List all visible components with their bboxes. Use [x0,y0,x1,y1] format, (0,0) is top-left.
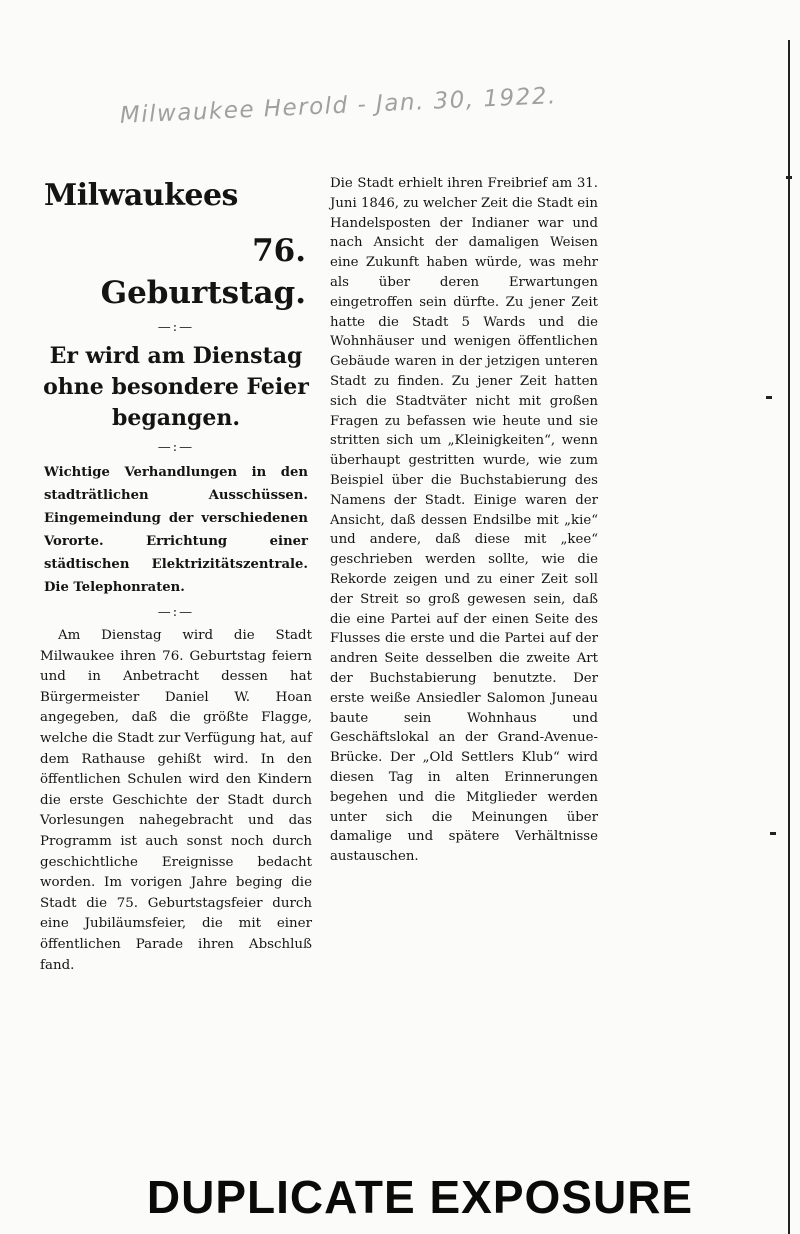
body-paragraph-right: Die Stadt erhielt ihren Freibrief am 31. Juni 1846, zu welcher Zeit die Stadt ein Handelsposten der Indianer war und nach Ansicht der damaligen Weisen eine Zukunft haben würde, was mehr als über deren Erwartungen eingetroffen sein dürfte. Zu jener Zeit hatte die Stadt 5 Wards und die Wohnhäuser und wenigen öffentlichen Gebäude waren in der jetzigen unteren Stadt zu finden. Zu jener Zeit hatten sich die Stadtväter nicht mit großen Fragen zu befassen wie heute und sie stritten sich um „Kleinigkeiten“, wenn überhaupt gestritten wurde, wie zum Beispiel über die Buchstabierung des Namens der Stadt. Einige waren der Ansicht, daß dessen Endsilbe mit „kie“ und andere, daß diese mit „kee“ geschrieben werden sollte, wie die Rekorde zeigen und zu einer Zeit soll der Streit so groß gewesen sein, daß die eine Partei auf der einen Seite des Flusses die erste und die Partei auf der andren Seite desselben die zweite Art der Buchstabierung benutzte. Der erste weiße Ansiedler Salomon Juneau baute sein Wohnhaus und Geschäftslokal an der Grand-Avenue-Brücke. Der „Old Settlers Klub“ wird diesen Tag in alten Erinnerungen begehen und die Mitglieder werden unter sich die Meinungen über damalige und spätere Verhältnisse austauschen. [330,176,598,865]
left-column [38,166,314,976]
separator: —:— [157,440,195,455]
scan-edge-line [788,40,790,1234]
body-paragraph-left: Am Dienstag wird die Stadt Milwaukee ihren 76. Geburtstag feiern und in Anbetracht dessen hat Bürgermeister Daniel W. Hoan angegeben, daß die größte Flagge, welche die Stadt zur Verfügung hat, auf dem Rathause gehißt wird. In den öffentlichen Schulen wird den Kindern die erste Geschichte der Stadt durch Vorlesungen nahegebracht und das Programm ist auch sonst noch durch geschichtliche Ereignisse bedacht worden. Im vorigen Jahre beging die Stadt die 75. Geburtstagsfeier durch eine Jubiläumsfeier, die mit einer öffentlichen Parade ihren Abschluß fand. [40,628,312,973]
summary-paragraph: Wichtige Verhandlungen in den stadträtlichen Ausschüssen. Eingemeindung der verschiedenen Vororte. Errichtung einer städtischen Elektrizitätszentrale. Die Telephonraten. [44,465,308,595]
scan-speck [766,396,772,399]
scan-speck [786,176,792,179]
right-column [328,174,600,867]
separator: —:— [157,320,195,335]
newspaper-clipping [28,166,600,973]
duplicate-exposure-stamp: DUPLICATE EXPOSURE [146,1171,694,1223]
scan-speck [770,832,776,835]
separator: —:— [157,605,195,620]
subheadline: Er wird am Dienstag ohne besondere Feier begangen. [43,343,309,431]
headline-line-2: 76. Geburtstag. [100,233,306,311]
handwritten-source-note: Milwaukee Herold - Jan. 30, 1922. [119,83,558,129]
headline-line-1: Milwaukees [44,178,238,213]
